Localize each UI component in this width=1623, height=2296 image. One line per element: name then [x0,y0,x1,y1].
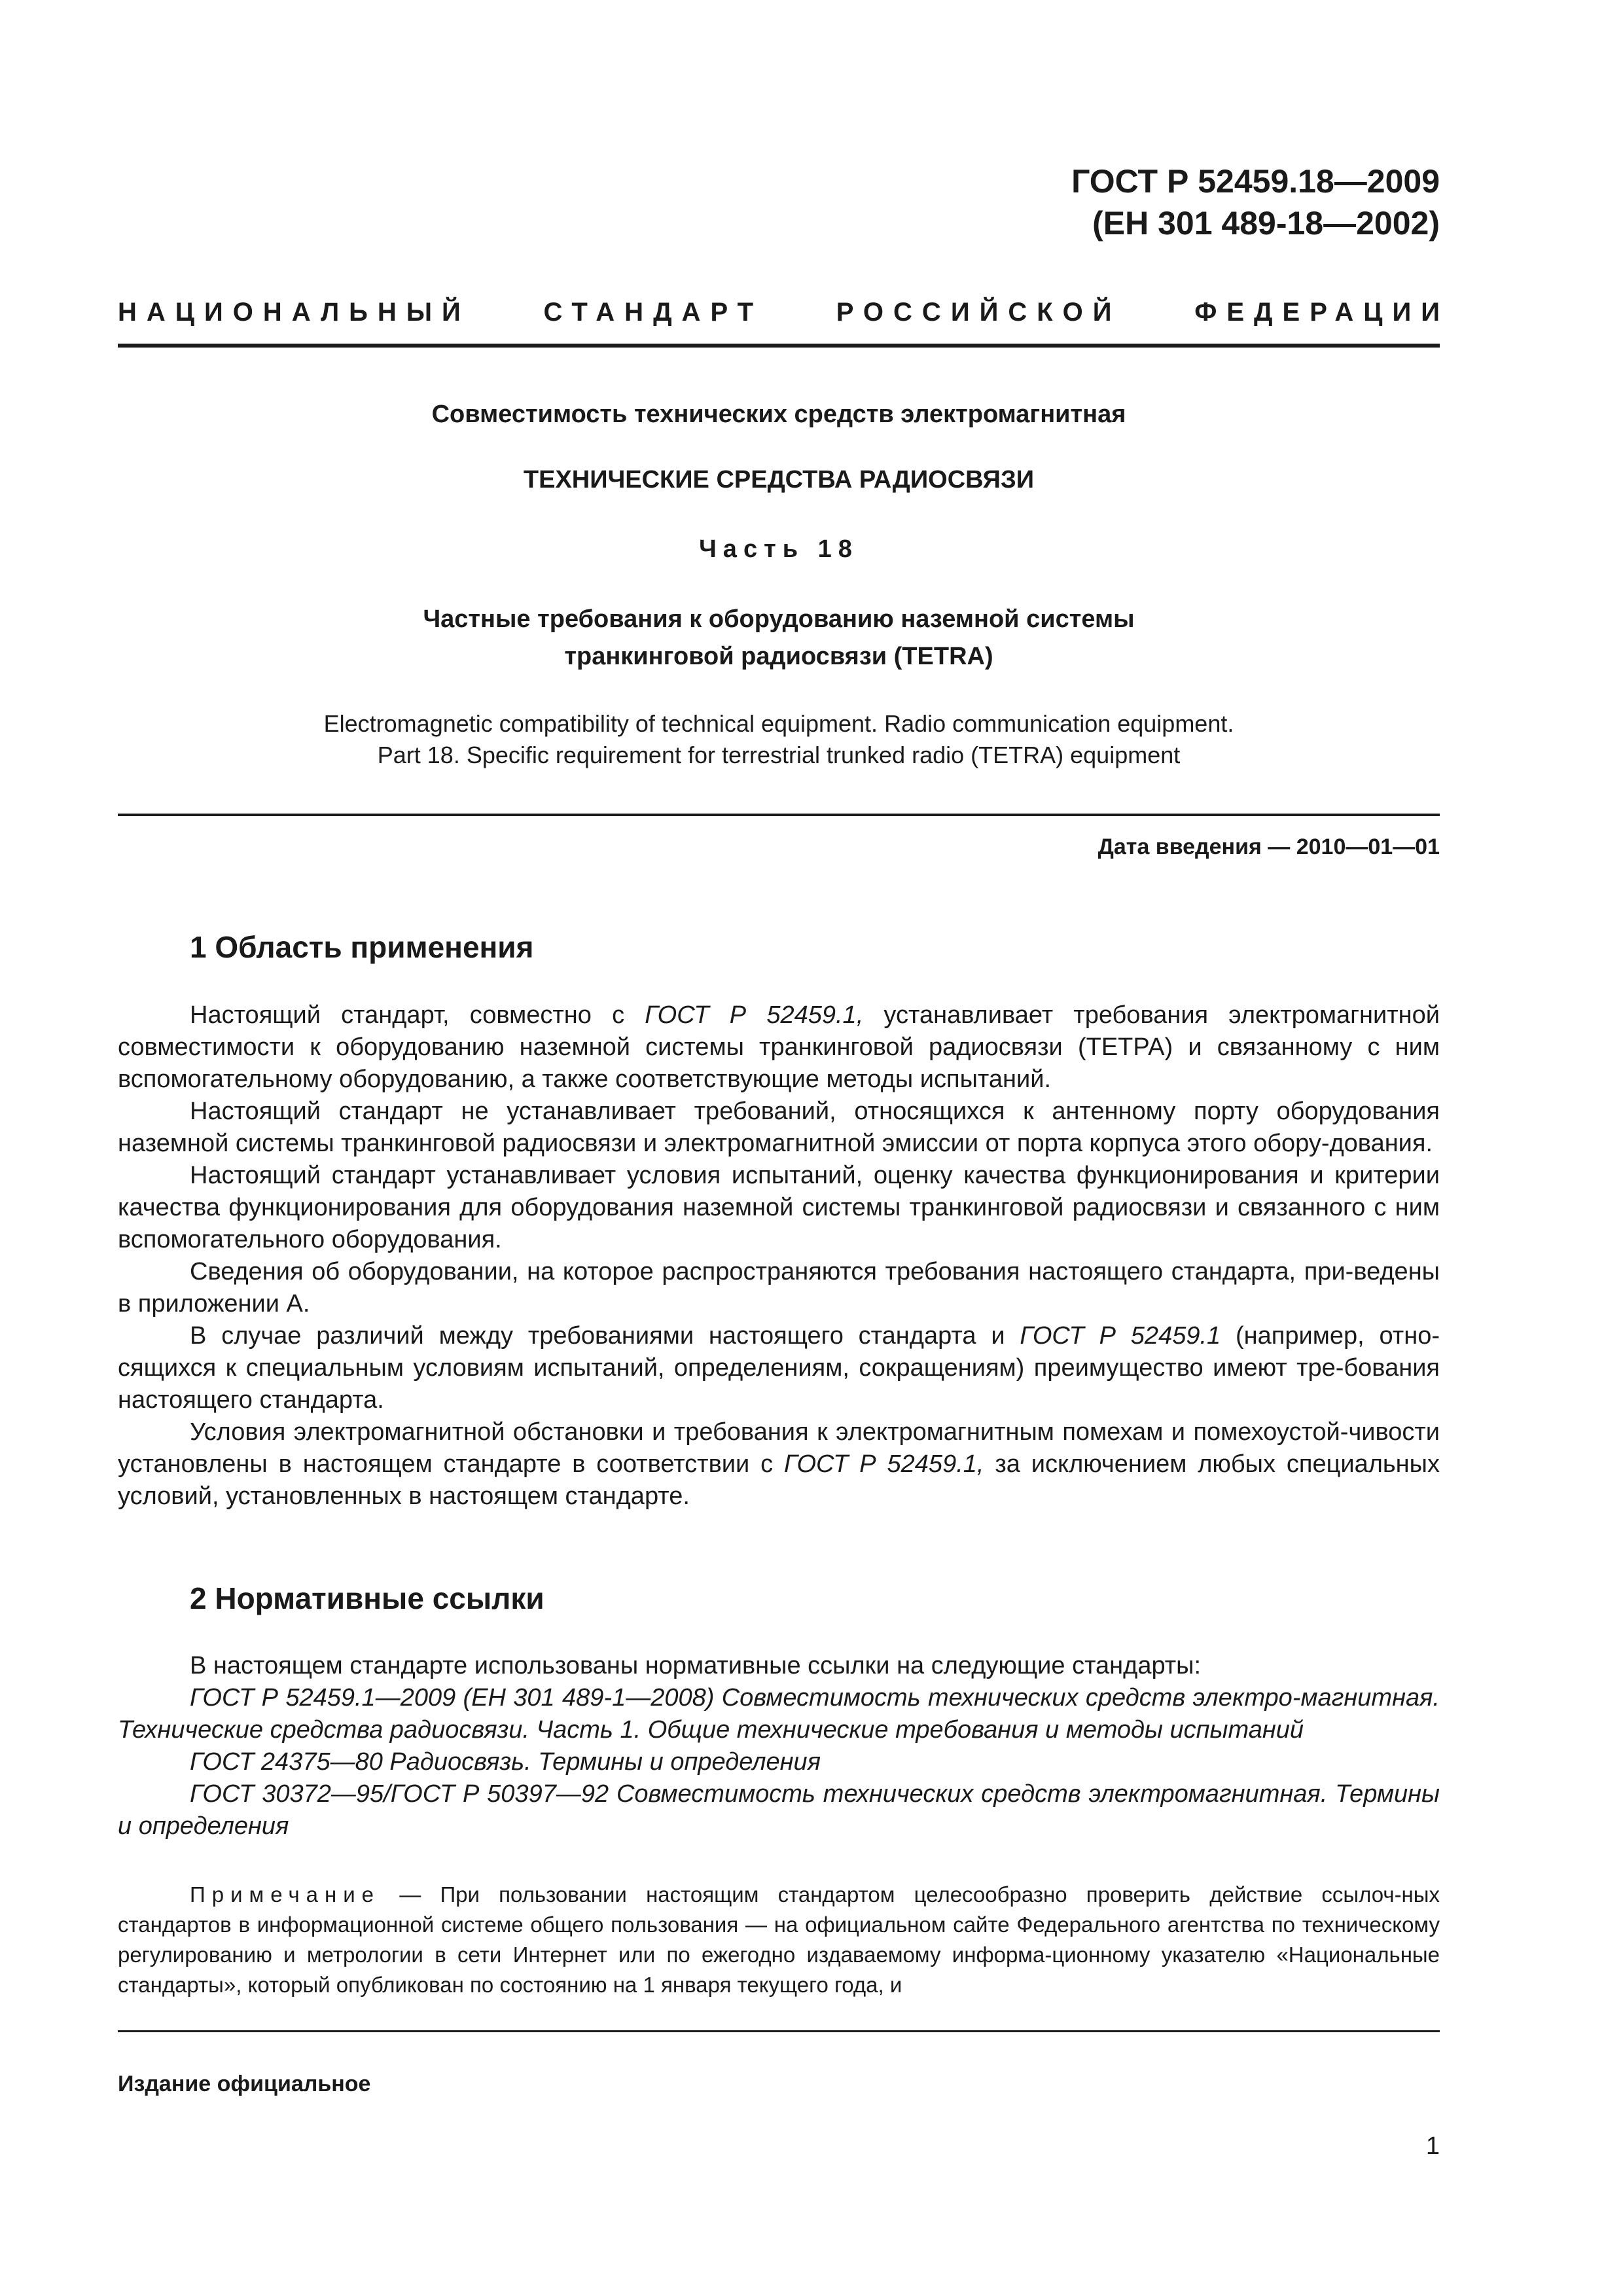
section1-paragraph: Сведения об оборудовании, на которое распространяются требования настоящего стандарта, при-ведены в приложении А. [118,1258,1440,1318]
text: Настоящий стандарт, совместно с [190,1001,645,1029]
document-number-line2: (ЕН 301 489-18—2002) [1092,205,1440,242]
section2-body [118,1650,1440,1842]
header-word: НАЦИОНАЛЬНЫЙ [118,298,471,327]
reference-text: ГОСТ 24375—80 Радиосвязь. Термины и определения [190,1748,821,1776]
standard-reference: ГОСТ Р 52459.1, [784,1450,984,1478]
section1-paragraph [118,1416,1440,1513]
document-number-line1: ГОСТ Р 52459.18—2009 [1071,163,1440,200]
document-number [1071,160,1440,244]
text: Условия электромагнитной обстановки и требования к электромагнитным помехам и помехоустой-чивости установлены в настоящем стандарте в соответствии с [118,1418,1440,1478]
section1-body [118,999,1440,1513]
text: (например, отно-сящихся к специальным условиям испытаний, определениям, сокращениям) преимущество имеют тре-бования настоящего стандарта. [118,1322,1440,1414]
title-line1: Совместимость технических средств электромагнитная [431,401,1126,428]
header-divider [118,344,1440,348]
subtitle-line1: Частные требования к оборудованию наземной системы [423,605,1135,633]
reference-item [118,1746,1440,1778]
page-number: 1 [1425,2132,1440,2160]
reference-item [118,1778,1440,1842]
english-title [118,708,1440,771]
title-line2: ТЕХНИЧЕСКИЕ СРЕДСТВА РАДИОСВЯЗИ [523,466,1035,493]
english-title-line2: Part 18. Specific requirement for terrestrial trunked radio (TETRA) equipment [377,742,1181,768]
section1-paragraph: Настоящий стандарт не устанавливает требований, относящихся к антенному порту оборудования наземной системы транкинговой радиосвязи и электромагнитной эмиссии от порта корпуса этого обору-дования. [118,1098,1440,1157]
section1-paragraph [118,999,1440,1096]
header-word: ФЕДЕРАЦИИ [1194,298,1450,327]
footer-divider [118,2030,1440,2032]
text: В случае различий между требованиями настоящего стандарта и [190,1322,1020,1350]
text: за исключением любых специальных условий, установленных в настоящем стандарте. [118,1450,1440,1510]
section2-intro: В настоящем стандарте использованы нормативные ссылки на следующие стандарты: [190,1652,1202,1679]
section1-heading: 1 Область применения [190,930,534,964]
subtitle-line2: транкинговой радиосвязи (TETRA) [564,643,993,670]
text: устанавливает требования электромагнитной совместимости к оборудованию наземной системы транкинговой радиосвязи (ТЕТРА) и связанному с ним вспомогательному оборудованию, а также соответствующие методы испытаний. [118,1001,1440,1093]
english-title-line1: Electromagnetic compatibility of technical equipment. Radio communication equipment. [323,710,1234,737]
note-label: Примечание [190,1882,381,1907]
national-standard-header [118,298,1450,327]
section1-paragraph: Настоящий стандарт устанавливает условия испытаний, оценку качества функционирования и критерии качества функционирования для оборудования наземной системы транкинговой радиосвязи и связанного с ним вспомогательного оборудования. [118,1162,1440,1253]
standard-reference: ГОСТ Р 52459.1, [645,1001,864,1029]
note-block [118,1880,1440,2000]
note-paragraph [118,1880,1440,2000]
reference-item [118,1682,1440,1746]
header-word: РОССИЙСКОЙ [836,298,1122,327]
title-part: Часть 18 [699,535,859,563]
official-edition-label: Издание официальное [118,2072,371,2096]
note-text: — При пользовании настоящим стандартом целесообразно проверить действие ссылоч-ных стандартов в информационной системе общего пользования — на официальном сайте Федерального агентства по техническому регулированию и метрологии в сети Интернет или по ежегодно издаваемому информа-ционному указателю «Национальные стандарты», который опубликован по состоянию на 1 января текущего года, и [118,1882,1440,1997]
title-divider [118,814,1440,816]
reference-text: ГОСТ Р 52459.1—2009 (ЕН 301 489-1—2008) Совместимость технических средств электро-магнитная. Технические средства радиосвязи. Часть 1. Общие технические требования и методы испытаний [118,1684,1440,1744]
intro-date: Дата введения — 2010—01—01 [1097,834,1440,859]
section1-paragraph [118,1320,1440,1416]
reference-text: ГОСТ 30372—95/ГОСТ Р 50397—92 Совместимость технических средств электромагнитная. Термины и определения [118,1780,1440,1840]
section2-heading: 2 Нормативные ссылки [190,1581,544,1615]
header-word: СТАНДАРТ [543,298,764,327]
document-page [118,0,1450,2296]
standard-reference: ГОСТ Р 52459.1 [1020,1322,1221,1350]
